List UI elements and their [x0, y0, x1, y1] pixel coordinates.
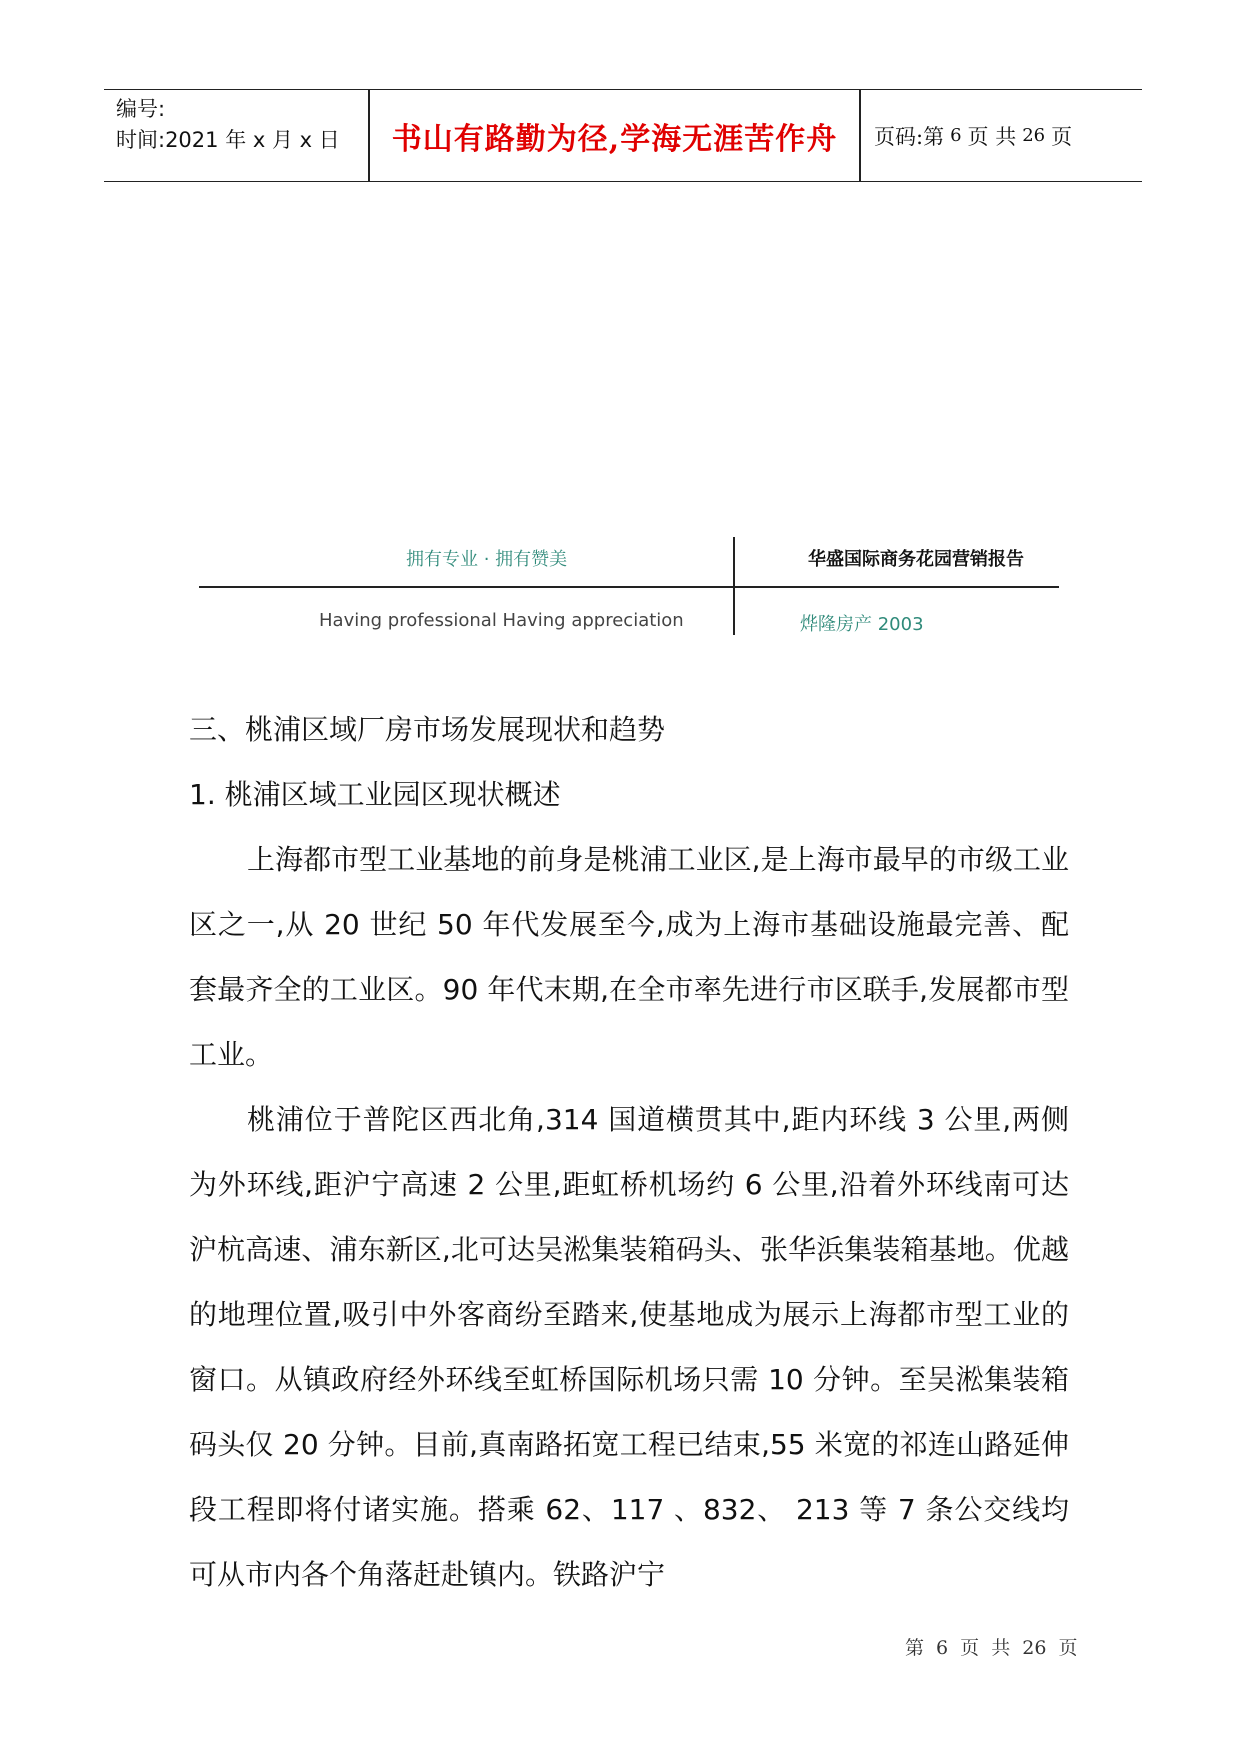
slogan: 拥有专业 · 拥有赞美: [406, 549, 568, 570]
top-header: [104, 89, 1142, 182]
page-prefix: 页码:第: [874, 124, 945, 149]
report-header-rule: [199, 586, 1059, 588]
page-footer: 第 6 页 共 26 页: [905, 1637, 1078, 1659]
page-mid: 页 共: [967, 124, 1017, 149]
motto: 书山有路勤为径,学海无涯苦作舟: [391, 121, 838, 157]
report-title: 华盛国际商务花园营销报告: [808, 549, 1024, 570]
header-divider: [859, 90, 861, 181]
subsection-title: 1. 桃浦区域工业园区现状概述: [189, 778, 561, 811]
section-title: 三、桃浦区域厂房市场发展现状和趋势: [189, 713, 666, 746]
paragraph: 上海都市型工业基地的前身是桃浦工业区,是上海市最早的市级工业区之一,从 20 世纪 50 年代发展至今,成为上海市基础设施最完善、配套最齐全的工业区。90 年代末期,在全市率先进行市区联手,发展都市型工业。: [189, 843, 1069, 1071]
page-suffix: 页: [1051, 124, 1073, 149]
page-total: 26: [1022, 125, 1046, 146]
document-meta: [116, 94, 340, 156]
report-header-divider: [733, 537, 735, 635]
english-slogan: Having professional Having appreciation: [319, 610, 684, 631]
company-name: 烨隆房产 2003: [800, 614, 924, 635]
document-body: [189, 697, 1069, 1607]
page-current: 6: [950, 125, 962, 146]
page-indicator: [874, 90, 1072, 181]
time-label: 时间:2021 年 x 月 x 日: [116, 128, 340, 152]
paragraph: 桃浦位于普陀区西北角,314 国道横贯其中,距内环线 3 公里,两侧为外环线,距沪宁高速 2 公里,距虹桥机场约 6 公里,沿着外环线南可达沪杭高速、浦东新区,北可达吴淞集装箱码头、张华浜集装箱基地。优越的地理位置,吸引中外客商纷至踏来,使基地成为展示上海都市型工业的窗口。从镇政府经外环线至虹桥国际机场只需 10 分钟。至吴淞集装箱码头仅 20 分钟。目前,真南路拓宽工程已结束,55 米宽的祁连山路延伸段工程即将付诸实施。搭乘 62、117 、832、 213 等 7 条公交线均可从市内各个角落赶赴镇内。铁路沪宁: [189, 1103, 1069, 1591]
number-label: 编号:: [116, 97, 166, 121]
